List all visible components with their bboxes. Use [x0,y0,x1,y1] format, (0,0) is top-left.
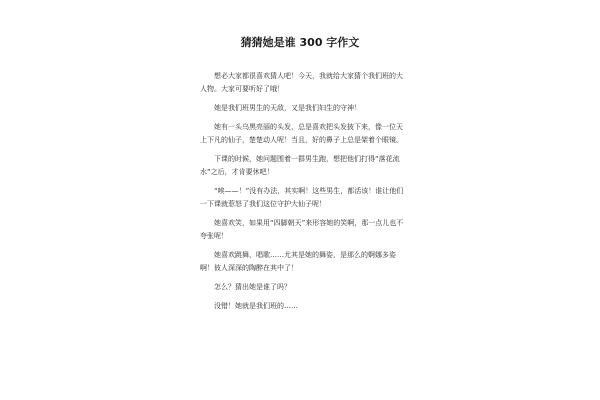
paragraph: 下课的时候，她问题围着一群男生跑，想把他们打得“落花流水”之后，才肯要休吧！ [200,155,400,176]
paragraph: 怎么？猜出她是谁了吗？ [214,283,291,291]
document-title: 猜猜她是谁 300 字作文 [240,36,360,49]
paragraph: 想必大家都很喜欢猜人吧！今天，我就给大家猜个我们班的大人物。大家可要听好了哦！ [200,72,403,93]
paragraph: 她有一头乌黑亮丽的头发，总是喜欢把头发披下来，像一位天上下凡的仙子，楚楚动人呢！当且，好的鼻子上总是架着个眼镜。 [200,123,403,144]
paragraph: 没错！她就是我们班的…… [214,302,298,310]
paragraph: 她喜欢笑，如果用“四脚朝天”来形容她的笑啊，那一点儿也不夸张呢！ [200,219,404,240]
paragraph: 她是我们班男生的天敌，又是我们妇生的守神！ [214,104,361,112]
paragraph: “唉——！”没有办法，其实啊！这些男生，都活该！谁让他们一下课就惹怒了我们这位守护大仙子呢！ [200,187,404,208]
paragraph: 她喜欢跳舞，唱歌……尤其是她的舞姿，是那么的婀娜多姿啊！彼人深深的陶醉在其中了！ [200,251,396,272]
document-body [200,70,406,319]
